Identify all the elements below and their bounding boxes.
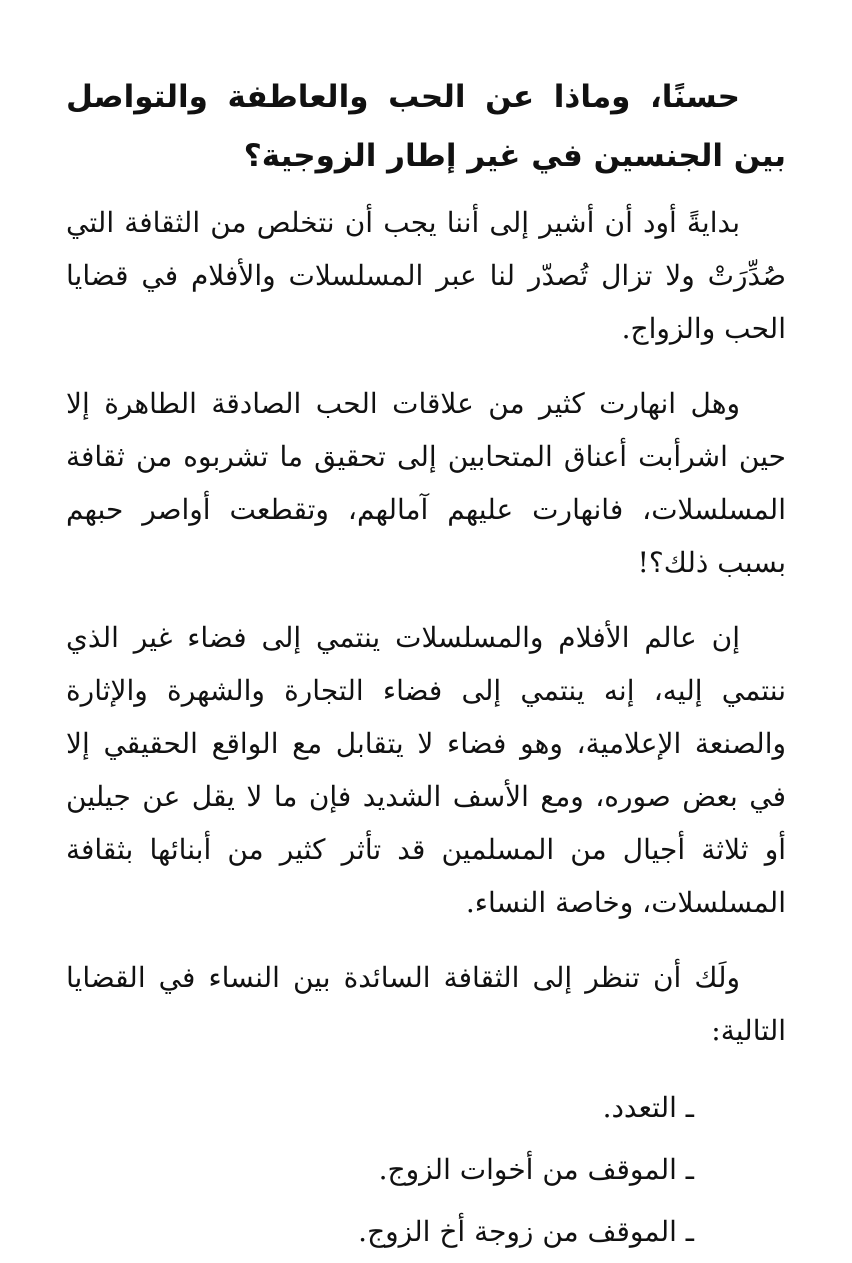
paragraph-love-relationships: وهل انهارت كثير من علاقات الحب الصادقة الطاهرة إلا حين اشرأبت أعناق المتحابين إلى تحقيق ما تشربوه من ثقافة المسلسلات، فانهارت عليهم آمالهم، وتقطعت أواصر حبهم بسبب ذلك؟! — [66, 387, 786, 579]
list-item-polygamy: ـ التعدد. — [602, 1091, 694, 1124]
book-page — [66, 68, 786, 1263]
list-item-brother-in-law-wife: ـ الموقف من زوجة أخ الزوج. — [358, 1215, 694, 1248]
issues-list — [66, 1077, 786, 1263]
paragraph-list-lead: ولَك أن تنظر إلى الثقافة السائدة بين النساء في القضايا التالية: — [66, 961, 786, 1047]
section-heading: حسنًا، وماذا عن الحب والعاطفة والتواصل بين الجنسين في غير إطار الزوجية؟ — [66, 79, 786, 174]
paragraph-media-world: إن عالم الأفلام والمسلسلات ينتمي إلى فضاء غير الذي ننتمي إليه، إنه ينتمي إلى فضاء التجارة والشهرة والإثارة والصنعة الإعلامية، وهو فضاء لا يتقابل مع الواقع الحقيقي إلا في بعض صوره، ومع الأسف الشديد فإن ما لا يقل عن جيلين أو ثلاثة أجيال من المسلمين قد تأثر كثير من أبنائها بثقافة المسلسلات، وخاصة النساء. — [66, 621, 786, 919]
paragraph-intro: بدايةً أود أن أشير إلى أننا يجب أن نتخلص من الثقافة التي صُدِّرَتْ ولا تزال تُصدّر لنا عبر المسلسلات والأفلام في قضايا الحب والزواج. — [66, 206, 786, 345]
list-item-husbands-sisters: ـ الموقف من أخوات الزوج. — [378, 1153, 694, 1186]
